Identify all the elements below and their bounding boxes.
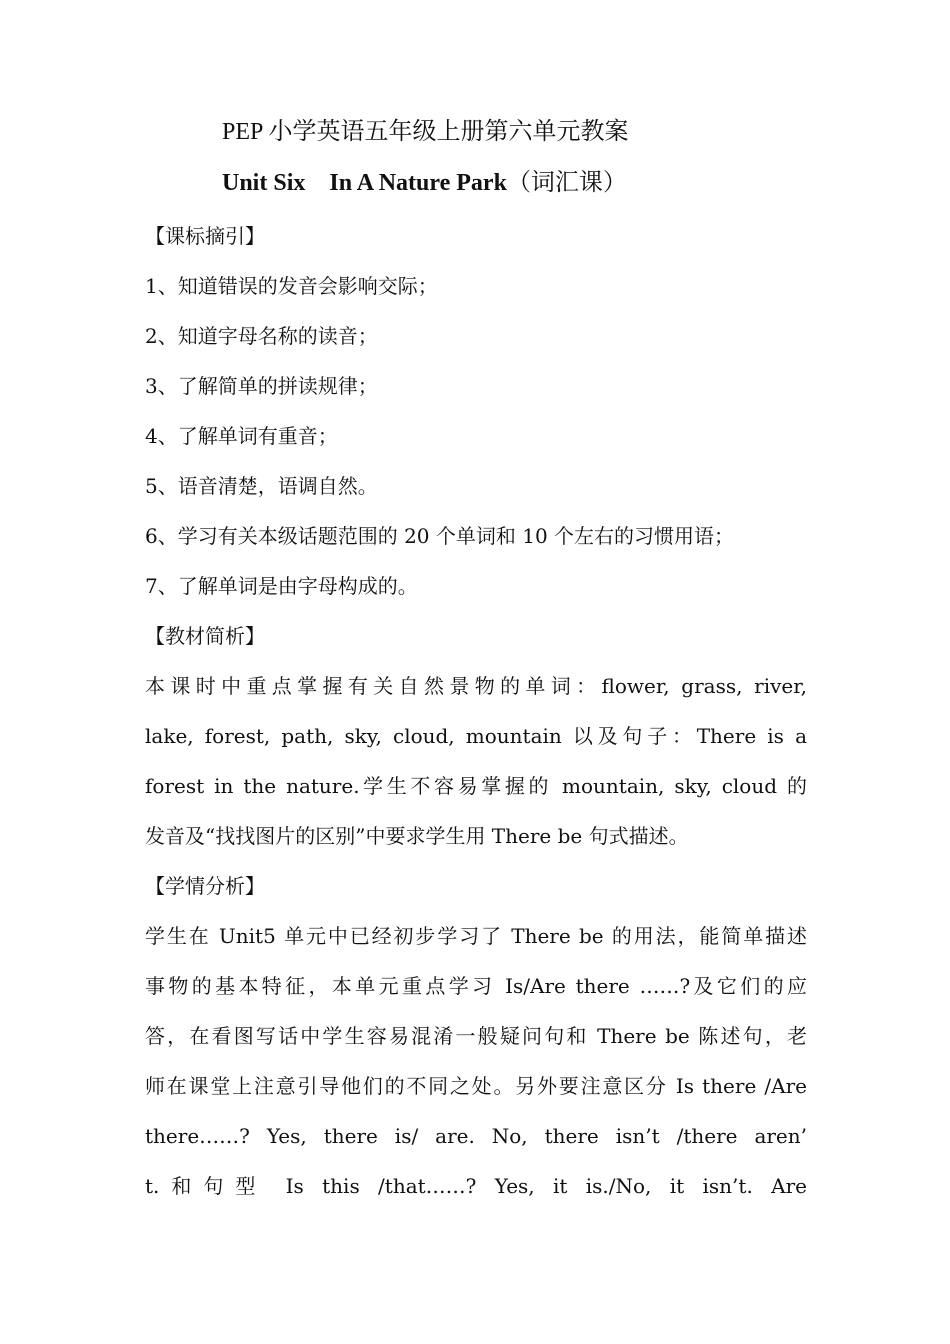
standard-item-4: 4、了解单词有重音； <box>145 424 338 448</box>
document-body <box>145 221 807 1221</box>
standard-item-2: 2、知道字母名称的读音； <box>145 324 378 348</box>
analysis-line-5: there……? Yes, there is/ are. No, there isn’t /there aren’ <box>145 1124 807 1148</box>
material-line-1: 本课时中重点掌握有关自然景物的单词：flower, grass, river, <box>145 674 807 698</box>
standard-item-6: 6、学习有关本级话题范围的 20 个单词和 10 个左右的习惯用语； <box>145 524 735 548</box>
material-line-2: lake, forest, path, sky, cloud, mountain 以及句子：There is a <box>145 724 807 748</box>
analysis-line-1: 学生在 Unit5 单元中已经初步学习了 There be 的用法，能简单描述 <box>145 924 807 948</box>
standard-item-1: 1、知道错误的发音会影响交际； <box>145 274 438 298</box>
standard-item-5: 5、语音清楚，语调自然。 <box>145 474 378 498</box>
analysis-line-2: 事物的基本特征，本单元重点学习 Is/Are there ……?及它们的应 <box>145 974 807 998</box>
analysis-line-4: 师在课堂上注意引导他们的不同之处。另外要注意区分 Is there /Are <box>145 1074 807 1098</box>
material-line-4: 发音及“找找图片的区别”中要求学生用 There be 句式描述。 <box>145 824 689 848</box>
section-heading-standard: 【课标摘引】 <box>145 224 265 248</box>
analysis-line-6: t.和句型 Is this /that……? Yes, it is./No, it isn’t. Are <box>145 1174 807 1198</box>
subtitle-chinese: （词汇课） <box>506 170 627 196</box>
material-line-3: forest in the nature.学生不容易掌握的 mountain, sky, cloud 的 <box>145 774 807 798</box>
standard-item-7: 7、了解单词是由字母构成的。 <box>145 574 418 598</box>
document-subtitle <box>222 165 862 201</box>
document-title: PEP 小学英语五年级上册第六单元教案 <box>222 119 629 145</box>
analysis-line-3: 答，在看图写话中学生容易混淆一般疑问句和 There be 陈述句，老 <box>145 1024 807 1048</box>
section-heading-material: 【教材简析】 <box>145 624 265 648</box>
subtitle-english: Unit Six In A Nature Park <box>222 170 507 196</box>
section-heading-analysis: 【学情分析】 <box>145 874 265 898</box>
standard-item-3: 3、了解简单的拼读规律； <box>145 374 378 398</box>
